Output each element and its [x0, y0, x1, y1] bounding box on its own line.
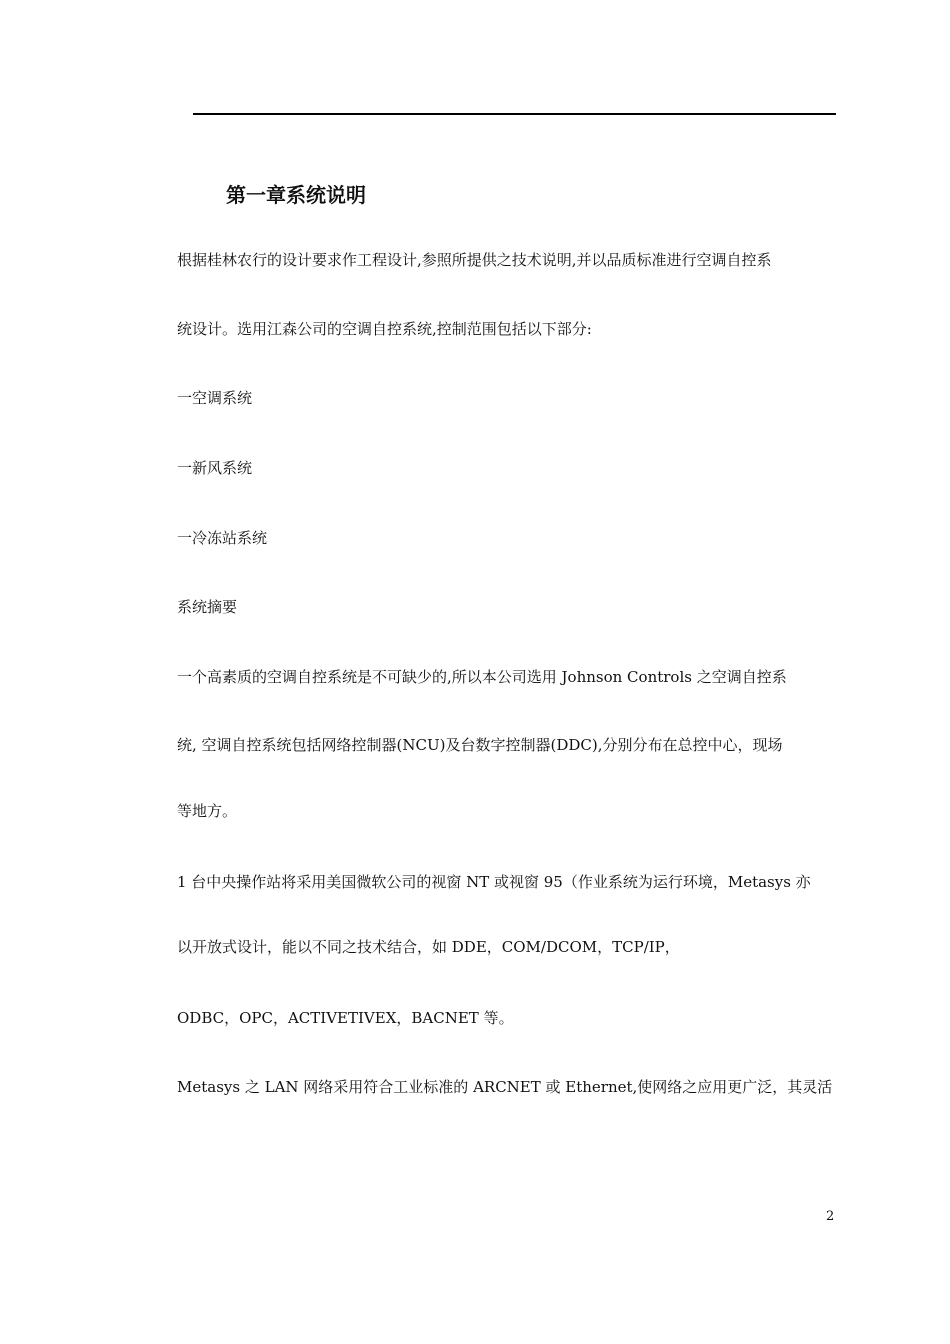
section-heading-summary: 系统摘要 — [177, 598, 238, 616]
body-line-12: ODBC，OPC，ACTIVETIVEX，BACNET 等。 — [177, 1009, 514, 1027]
list-item-fresh-air-system: 一新风系统 — [177, 459, 253, 477]
list-item-ac-system: 一空调系统 — [177, 389, 253, 407]
page-number: 2 — [826, 1209, 835, 1224]
header-rule — [193, 113, 836, 115]
body-line-11: 以开放式设计，能以不同之技术结合，如 DDE，COM/DCOM，TCP/IP， — [177, 938, 680, 956]
body-line-13: Metasys 之 LAN 网络采用符合工业标准的 ARCNET 或 Ethernet,使网络之应用更广泛，其灵活 — [177, 1078, 833, 1096]
body-line-9: 等地方。 — [177, 802, 238, 820]
chapter-title: 第一章系统说明 — [226, 183, 366, 207]
list-item-chiller-system: 一冷冻站系统 — [177, 529, 268, 547]
body-line-7: 一个高素质的空调自控系统是不可缺少的,所以本公司选用 Johnson Controls 之空调自控系 — [177, 668, 787, 686]
body-line-1: 根据桂林农行的设计要求作工程设计,参照所提供之技术说明,并以品质标准进行空调自控系 — [177, 251, 772, 269]
body-line-2: 统设计。选用江森公司的空调自控系统,控制范围包括以下部分: — [177, 320, 592, 338]
body-line-8: 统, 空调自控系统包括网络控制器(NCU)及台数字控制器(DDC),分别分布在总控中心，现场 — [177, 736, 783, 754]
body-line-10: 1 台中央操作站将采用美国微软公司的视窗 NT 或视窗 95（作业系统为运行环境，Metasys 亦 — [177, 873, 811, 891]
